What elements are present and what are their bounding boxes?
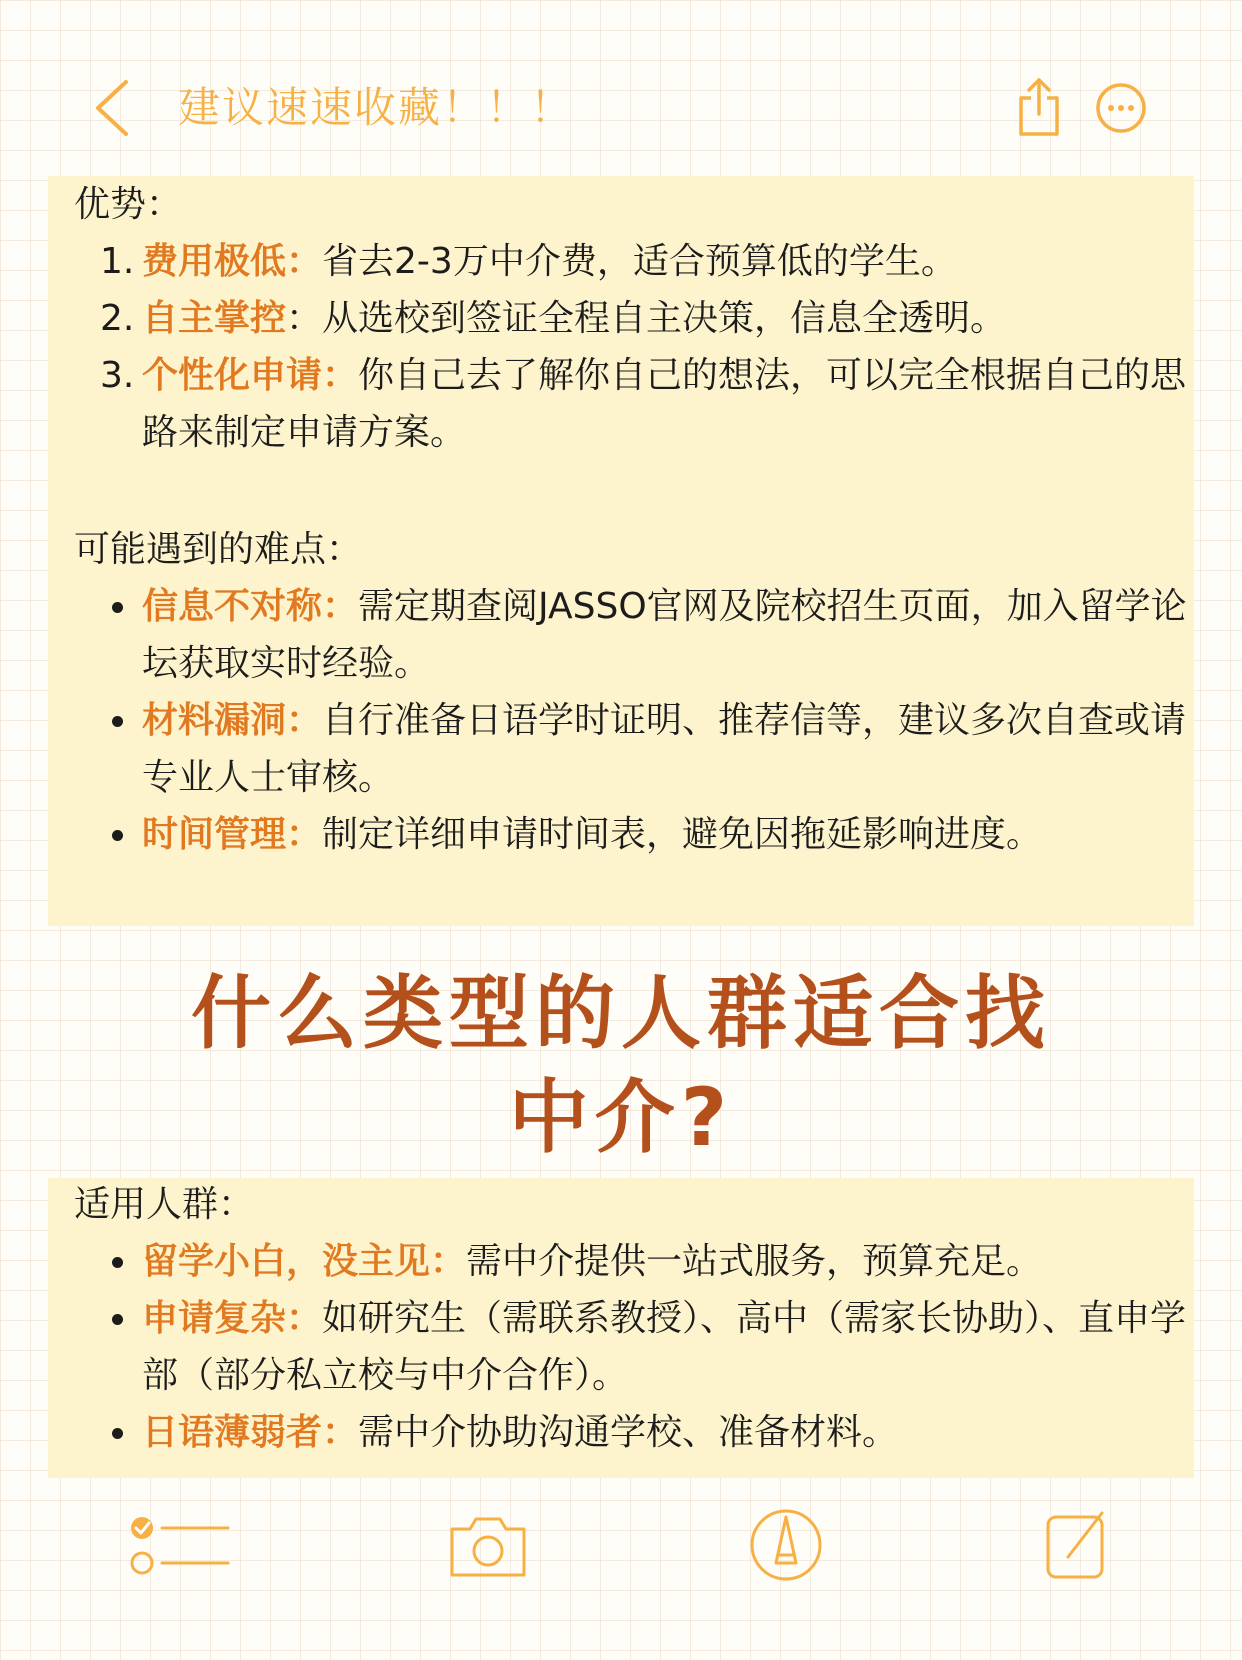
list-item — [100, 290, 1192, 347]
item-highlight: 时间管理： — [142, 814, 323, 855]
question-title-line1: 什么类型的人群适合找 — [191, 967, 1051, 1060]
camera-icon — [446, 1505, 530, 1585]
back-button[interactable] — [90, 78, 136, 138]
advantages-heading: 优势： — [74, 184, 183, 225]
list-number: 3. — [100, 355, 135, 396]
share-icon — [1015, 76, 1063, 138]
item-text: 制定详细申请时间表，避免因拖延影响进度。 — [322, 814, 1043, 855]
compose-icon — [1042, 1505, 1110, 1585]
item-text: 省去2-3万中介费，适合预算低的学生。 — [322, 241, 957, 282]
item-highlight: 申请复杂： — [142, 1298, 323, 1339]
question-title — [0, 962, 1242, 1170]
item-text: 你自己去了解你自己的想法，可以完全根据自己的思路来制定申请方案。 — [142, 355, 1187, 453]
bullet-dot — [112, 1314, 123, 1325]
more-button[interactable] — [1095, 82, 1147, 134]
list-item — [142, 1404, 1192, 1461]
bullet-dot — [112, 602, 123, 613]
item-highlight: 留学小白，没主见： — [142, 1241, 467, 1282]
item-text: 需定期查阅JASSO官网及院校招生页面，加入留学论坛获取实时经验。 — [142, 586, 1187, 684]
item-highlight: 个性化申请： — [142, 355, 359, 396]
nav-bar — [0, 60, 1242, 156]
item-text: ：从选校到签证全程自主决策，信息全透明。 — [286, 298, 1007, 339]
camera-button[interactable] — [446, 1505, 530, 1585]
list-item — [142, 1290, 1192, 1404]
list-item — [100, 347, 1192, 461]
list-item — [142, 1233, 1192, 1290]
chevron-left-icon — [90, 78, 136, 138]
item-text: 自行准备日语学时证明、推荐信等，建议多次自查或请专业人士审核。 — [142, 700, 1187, 798]
bullet-dot — [112, 830, 123, 841]
bullet-dot — [112, 1428, 123, 1439]
item-text: 需中介协助沟通学校、准备材料。 — [358, 1412, 899, 1453]
item-highlight: 材料漏洞： — [142, 700, 323, 741]
bullet-dot — [112, 1257, 123, 1268]
list-item — [142, 806, 1192, 863]
pen-icon — [748, 1505, 824, 1585]
compose-button[interactable] — [1042, 1505, 1110, 1585]
checklist-button[interactable] — [128, 1505, 232, 1585]
list-number: 2. — [100, 298, 135, 339]
item-highlight: 日语薄弱者： — [142, 1412, 359, 1453]
share-button[interactable] — [1015, 76, 1063, 138]
item-highlight: 自主掌控 — [142, 298, 287, 339]
list-item — [142, 578, 1192, 692]
pen-button[interactable] — [748, 1505, 824, 1585]
item-highlight: 信息不对称： — [142, 586, 359, 627]
list-item — [142, 692, 1192, 806]
page-title: 建议速速收藏！！！ — [178, 83, 575, 132]
bullet-dot — [112, 716, 123, 727]
more-icon — [1095, 82, 1147, 134]
item-text: 需中介提供一站式服务，预算充足。 — [466, 1241, 1043, 1282]
checklist-icon — [128, 1505, 232, 1585]
item-text: 如研究生（需联系教授）、高中（需家长协助）、直申学部（部分私立校与中介合作）。 — [142, 1298, 1187, 1396]
list-item — [100, 233, 1192, 290]
item-highlight: 费用极低： — [142, 241, 323, 282]
list-number: 1. — [100, 241, 135, 282]
suitable-heading: 适用人群： — [74, 1184, 255, 1225]
question-title-line2: 中介? — [508, 1071, 734, 1164]
difficulties-heading: 可能遇到的难点： — [74, 529, 363, 570]
